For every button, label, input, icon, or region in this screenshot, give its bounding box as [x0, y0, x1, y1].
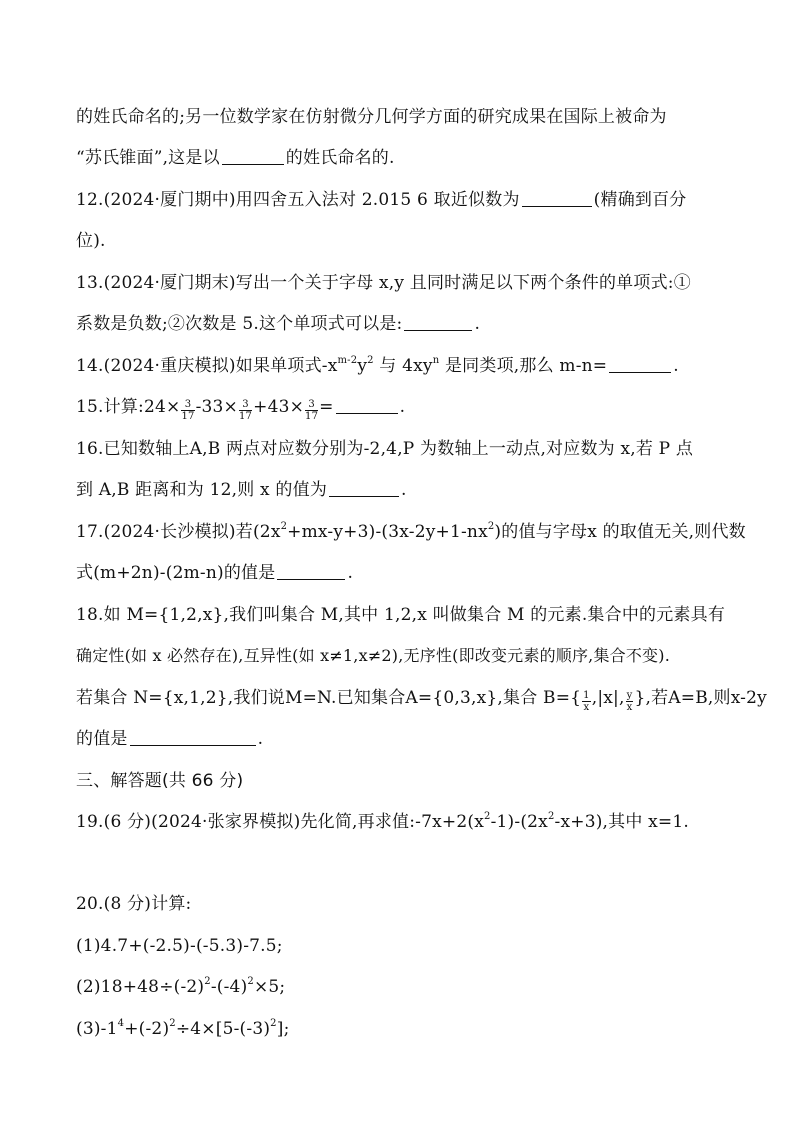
question-text: -1)-(2x: [490, 812, 548, 832]
question-text: 是同类项,那么 m-n=: [439, 356, 608, 376]
fraction-denominator: 17: [239, 411, 253, 422]
question-text: 与 4xy: [373, 356, 433, 376]
question-text: (精确到百分: [593, 190, 687, 210]
exponent: n: [432, 355, 440, 366]
fraction-numerator: 3: [305, 399, 318, 411]
question-text: +(-2): [124, 1019, 170, 1039]
question-text: 式(m+2n)-(2m-n)的值是: [76, 563, 276, 583]
exponent: 2: [547, 811, 555, 822]
fraction: [582, 690, 591, 713]
question-text: .: [347, 563, 354, 583]
text-line-2: [76, 147, 395, 169]
question-text: (3)-1: [76, 1019, 118, 1039]
answer-blank-12[interactable]: [522, 190, 592, 207]
fraction-denominator: x: [583, 702, 590, 713]
question-text: .: [673, 356, 679, 376]
exponent: m-2: [337, 355, 358, 366]
question-20: [76, 893, 191, 915]
fraction-numerator: 3: [181, 399, 194, 411]
fraction: [239, 399, 252, 422]
question-text: ];: [276, 1019, 290, 1039]
question-14: [76, 355, 679, 377]
exponent: 2: [270, 1018, 277, 1029]
question-12: [76, 189, 687, 211]
fraction-numerator: 1: [583, 690, 590, 701]
question-text: 若集合 N={x,1,2},我们说M=N.已知集合A={0,3,x},集合 B={: [76, 688, 582, 708]
exponent: 2: [204, 976, 211, 987]
question-18-cont2: [76, 687, 767, 713]
fraction-denominator: 17: [305, 411, 319, 422]
question-text: -33×: [195, 397, 238, 417]
question-text: +mx-y+3)-(3x-2y+1-nx: [287, 522, 488, 542]
fraction-denominator: 17: [181, 411, 195, 422]
answer-blank-14[interactable]: [609, 356, 671, 373]
question-text: 14.(2024·重庆模拟)如果单项式-x: [76, 356, 338, 376]
answer-blank-16[interactable]: [329, 480, 399, 497]
answer-blank-15[interactable]: [336, 397, 398, 414]
question-text: .: [401, 480, 407, 500]
question-text: 系数是负数;②次数是 5.这个单项式可以是:: [76, 314, 403, 334]
question-text: (2)18+48÷(-2): [76, 977, 205, 997]
question-text: +43×: [253, 397, 305, 417]
question-16: [76, 438, 693, 460]
text-segment: “苏氏锥面”,这是以: [76, 148, 220, 168]
question-text: ×5;: [253, 977, 286, 997]
question-text: 的值是: [76, 729, 128, 749]
question-16-cont: [76, 479, 407, 501]
exponent: 2: [367, 355, 374, 366]
fraction-denominator: x: [626, 702, 633, 713]
question-text: )的值与字母x 的取值无关,则代数: [494, 522, 746, 542]
answer-blank-11[interactable]: [222, 148, 284, 165]
fraction-numerator: 3: [239, 399, 252, 411]
fraction: [305, 399, 318, 422]
fraction: [626, 690, 634, 713]
question-20-part-1: [76, 935, 283, 957]
question-text: 到 A,B 距离和为 12,则 x 的值为: [76, 480, 328, 500]
section-title: 三、解答题(共 66 分): [76, 771, 244, 791]
question-13-cont: [76, 313, 480, 335]
exponent: 4: [117, 1018, 125, 1029]
question-19: [76, 811, 689, 833]
exponent: 2: [169, 1018, 176, 1029]
question-text: -(-4): [210, 977, 248, 997]
question-12-cont: [76, 230, 106, 252]
question-text: 13.(2024·厦门期末)写出一个关于字母 x,y 且同时满足以下两个条件的单项式:①: [76, 273, 691, 293]
question-18-cont1: [76, 645, 670, 667]
text-segment: 的姓氏命名的.: [285, 148, 395, 168]
question-text: 12.(2024·厦门期中)用四舍五入法对 2.015 6 取近似数为: [76, 190, 520, 210]
question-18-cont3: [76, 728, 263, 750]
question-18: [76, 604, 725, 626]
question-text: =: [319, 397, 334, 417]
question-text: .: [399, 397, 406, 417]
continuation-text: 的姓氏命名的;另一位数学家在仿射微分几何学方面的研究成果在国际上被命为: [76, 107, 667, 127]
question-text: -x+3),其中 x=1.: [554, 812, 689, 832]
answer-blank-13[interactable]: [404, 314, 472, 331]
fraction-numerator: y: [626, 690, 633, 701]
answer-blank-18[interactable]: [130, 729, 256, 746]
question-text: 18.如 M={1,2,x},我们叫集合 M,其中 1,2,x 叫做集合 M 的元素.集合中的元素具有: [76, 605, 726, 625]
question-text: y: [357, 356, 368, 376]
question-text: 19.(6 分)(2024·张家界模拟)先化简,再求值:-7x+2(x: [76, 812, 485, 832]
fraction: [181, 399, 194, 422]
exponent: 2: [280, 521, 288, 532]
answer-blank-17[interactable]: [277, 563, 345, 580]
question-text: },若A=B,则x-2y: [634, 688, 767, 708]
question-text: 确定性(如 x 必然存在),互异性(如 x≠1,x≠2),无序性(即改变元素的顺序,集合不变).: [76, 646, 670, 665]
question-13: [76, 272, 691, 294]
question-20-part-3: [76, 1018, 290, 1040]
exponent: 2: [484, 811, 491, 822]
question-text: 20.(8 分)计算:: [76, 894, 192, 914]
question-text: 16.已知数轴上A,B 两点对应数分别为-2,4,P 为数轴上一动点,对应数为 x,若 P 点: [76, 439, 694, 459]
question-text: 17.(2024·长沙模拟)若(2x: [76, 522, 281, 542]
question-15: [76, 396, 405, 422]
question-17-cont: [76, 562, 353, 584]
question-text: .: [474, 314, 481, 334]
question-text: ,|x|,: [591, 688, 625, 708]
question-20-part-2: [76, 976, 285, 998]
question-text: 15.计算:24×: [76, 397, 181, 417]
question-text: (1)4.7+(-2.5)-(-5.3)-7.5;: [76, 936, 283, 956]
question-text: ÷4×[5-(-3): [175, 1019, 271, 1039]
exponent: 2: [487, 521, 495, 532]
section-heading: [76, 770, 243, 792]
exponent: 2: [247, 976, 254, 987]
question-text: .: [257, 729, 264, 749]
text-line-1: [76, 106, 667, 128]
question-17: [76, 521, 746, 543]
question-text: 位).: [76, 231, 106, 251]
